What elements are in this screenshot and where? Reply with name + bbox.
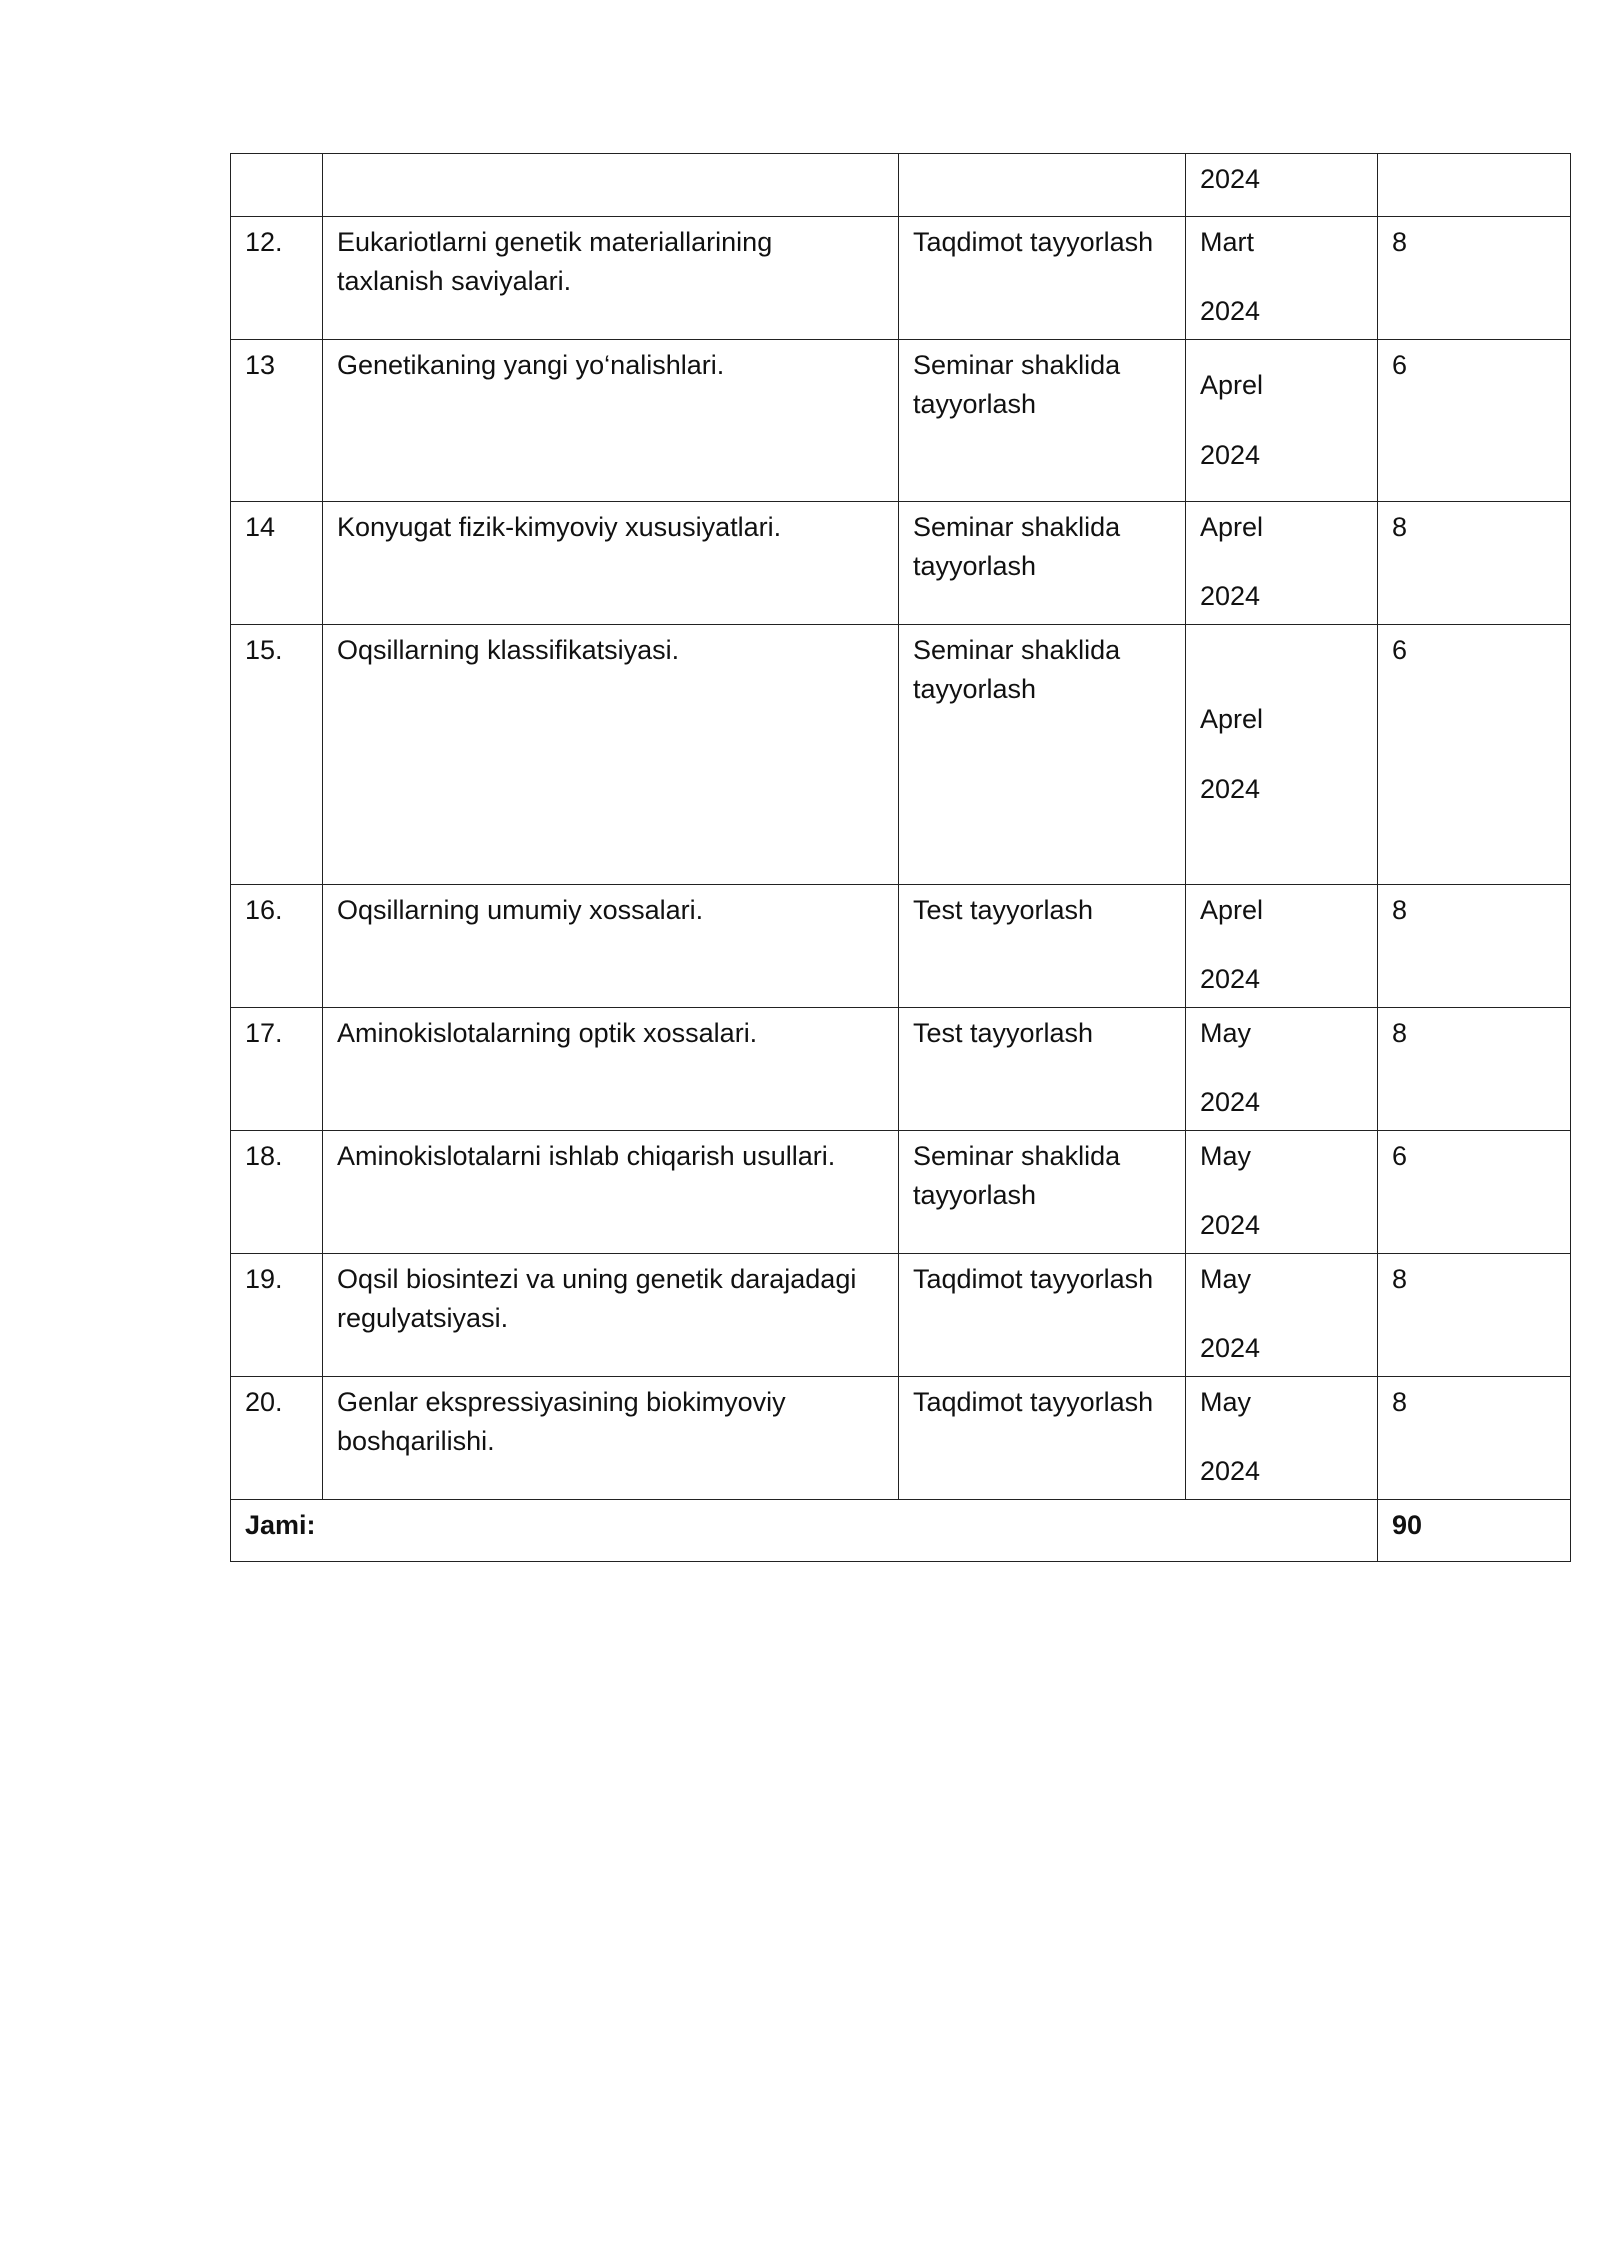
row-number	[231, 154, 323, 217]
topic-cell: Eukariotlarni genetik materiallarining taxlanish saviyalari.	[323, 217, 899, 340]
task-cell: Taqdimot tayyorlash	[899, 1254, 1186, 1377]
row-number: 19.	[231, 1254, 323, 1377]
month: May	[1200, 1264, 1252, 1294]
row-number: 14	[231, 502, 323, 625]
hours-cell	[1378, 154, 1571, 217]
table-row	[231, 1008, 1571, 1131]
topic-cell: Aminokislotalarni ishlab chiqarish usullari.	[323, 1131, 899, 1254]
row-number: 18.	[231, 1131, 323, 1254]
task-cell: Seminar shaklida tayyorlash	[899, 625, 1186, 885]
month: Aprel	[1200, 704, 1264, 735]
row-number: 16.	[231, 885, 323, 1008]
year: 2024	[1200, 1333, 1261, 1364]
date-cell	[1186, 154, 1378, 217]
year: 2024	[1200, 964, 1261, 995]
date-cell	[1186, 1254, 1378, 1377]
task-cell	[899, 154, 1186, 217]
table-row	[231, 625, 1571, 885]
task-cell: Seminar shaklida tayyorlash	[899, 340, 1186, 502]
date-cell	[1186, 217, 1378, 340]
hours-cell: 8	[1378, 885, 1571, 1008]
table-row	[231, 1377, 1571, 1500]
table-row	[231, 502, 1571, 625]
topic-cell: Oqsil biosintezi va uning genetik darajadagi regulyatsiyasi.	[323, 1254, 899, 1377]
topic-cell: Genetikaning yangi yo‘nalishlari.	[323, 340, 899, 502]
month: May	[1200, 1141, 1252, 1171]
independent-work-table	[230, 153, 1571, 1562]
date-cell	[1186, 885, 1378, 1008]
hours-cell: 8	[1378, 502, 1571, 625]
topic-cell: Konyugat fizik-kimyoviy xususiyatlari.	[323, 502, 899, 625]
total-row	[231, 1500, 1571, 1562]
table-row	[231, 1254, 1571, 1377]
date-cell	[1186, 1377, 1378, 1500]
task-cell: Taqdimot tayyorlash	[899, 1377, 1186, 1500]
hours-cell: 6	[1378, 1131, 1571, 1254]
year: 2024	[1200, 1456, 1261, 1487]
year: 2024	[1200, 1087, 1261, 1118]
year: 2024	[1200, 296, 1261, 327]
task-cell: Taqdimot tayyorlash	[899, 217, 1186, 340]
year: 2024	[1200, 581, 1261, 612]
table-row	[231, 1131, 1571, 1254]
month: Mart	[1200, 227, 1254, 257]
topic-cell: Oqsillarning umumiy xossalari.	[323, 885, 899, 1008]
month: May	[1200, 1387, 1252, 1417]
table-row	[231, 340, 1571, 502]
task-cell: Seminar shaklida tayyorlash	[899, 502, 1186, 625]
task-cell: Seminar shaklida tayyorlash	[899, 1131, 1186, 1254]
table-row	[231, 217, 1571, 340]
table-row	[231, 154, 1571, 217]
task-cell: Test tayyorlash	[899, 1008, 1186, 1131]
hours-cell: 8	[1378, 1254, 1571, 1377]
topic-cell: Genlar ekspressiyasining biokimyoviy boshqarilishi.	[323, 1377, 899, 1500]
table-row	[231, 885, 1571, 1008]
date-cell	[1186, 625, 1378, 885]
row-number: 13	[231, 340, 323, 502]
date-cell	[1186, 1131, 1378, 1254]
row-number: 17.	[231, 1008, 323, 1131]
topic-cell: Aminokislotalarning optik xossalari.	[323, 1008, 899, 1131]
hours-cell: 8	[1378, 1008, 1571, 1131]
year: 2024	[1200, 773, 1261, 804]
month: Aprel	[1200, 512, 1264, 542]
year: 2024	[1200, 439, 1261, 470]
date-cell	[1186, 1008, 1378, 1131]
row-number: 15.	[231, 625, 323, 885]
hours-cell: 6	[1378, 340, 1571, 502]
date-cell	[1186, 502, 1378, 625]
row-number: 12.	[231, 217, 323, 340]
month: May	[1200, 1018, 1252, 1048]
row-number: 20.	[231, 1377, 323, 1500]
hours-cell: 6	[1378, 625, 1571, 885]
hours-cell: 8	[1378, 1377, 1571, 1500]
task-cell: Test tayyorlash	[899, 885, 1186, 1008]
year: 2024	[1200, 164, 1261, 194]
topic-cell	[323, 154, 899, 217]
month: Aprel	[1200, 370, 1264, 401]
total-label: Jami:	[231, 1500, 1378, 1562]
total-value: 90	[1378, 1500, 1571, 1562]
month: Aprel	[1200, 895, 1264, 925]
date-cell	[1186, 340, 1378, 502]
topic-cell: Oqsillarning klassifikatsiyasi.	[323, 625, 899, 885]
hours-cell: 8	[1378, 217, 1571, 340]
year: 2024	[1200, 1210, 1261, 1241]
